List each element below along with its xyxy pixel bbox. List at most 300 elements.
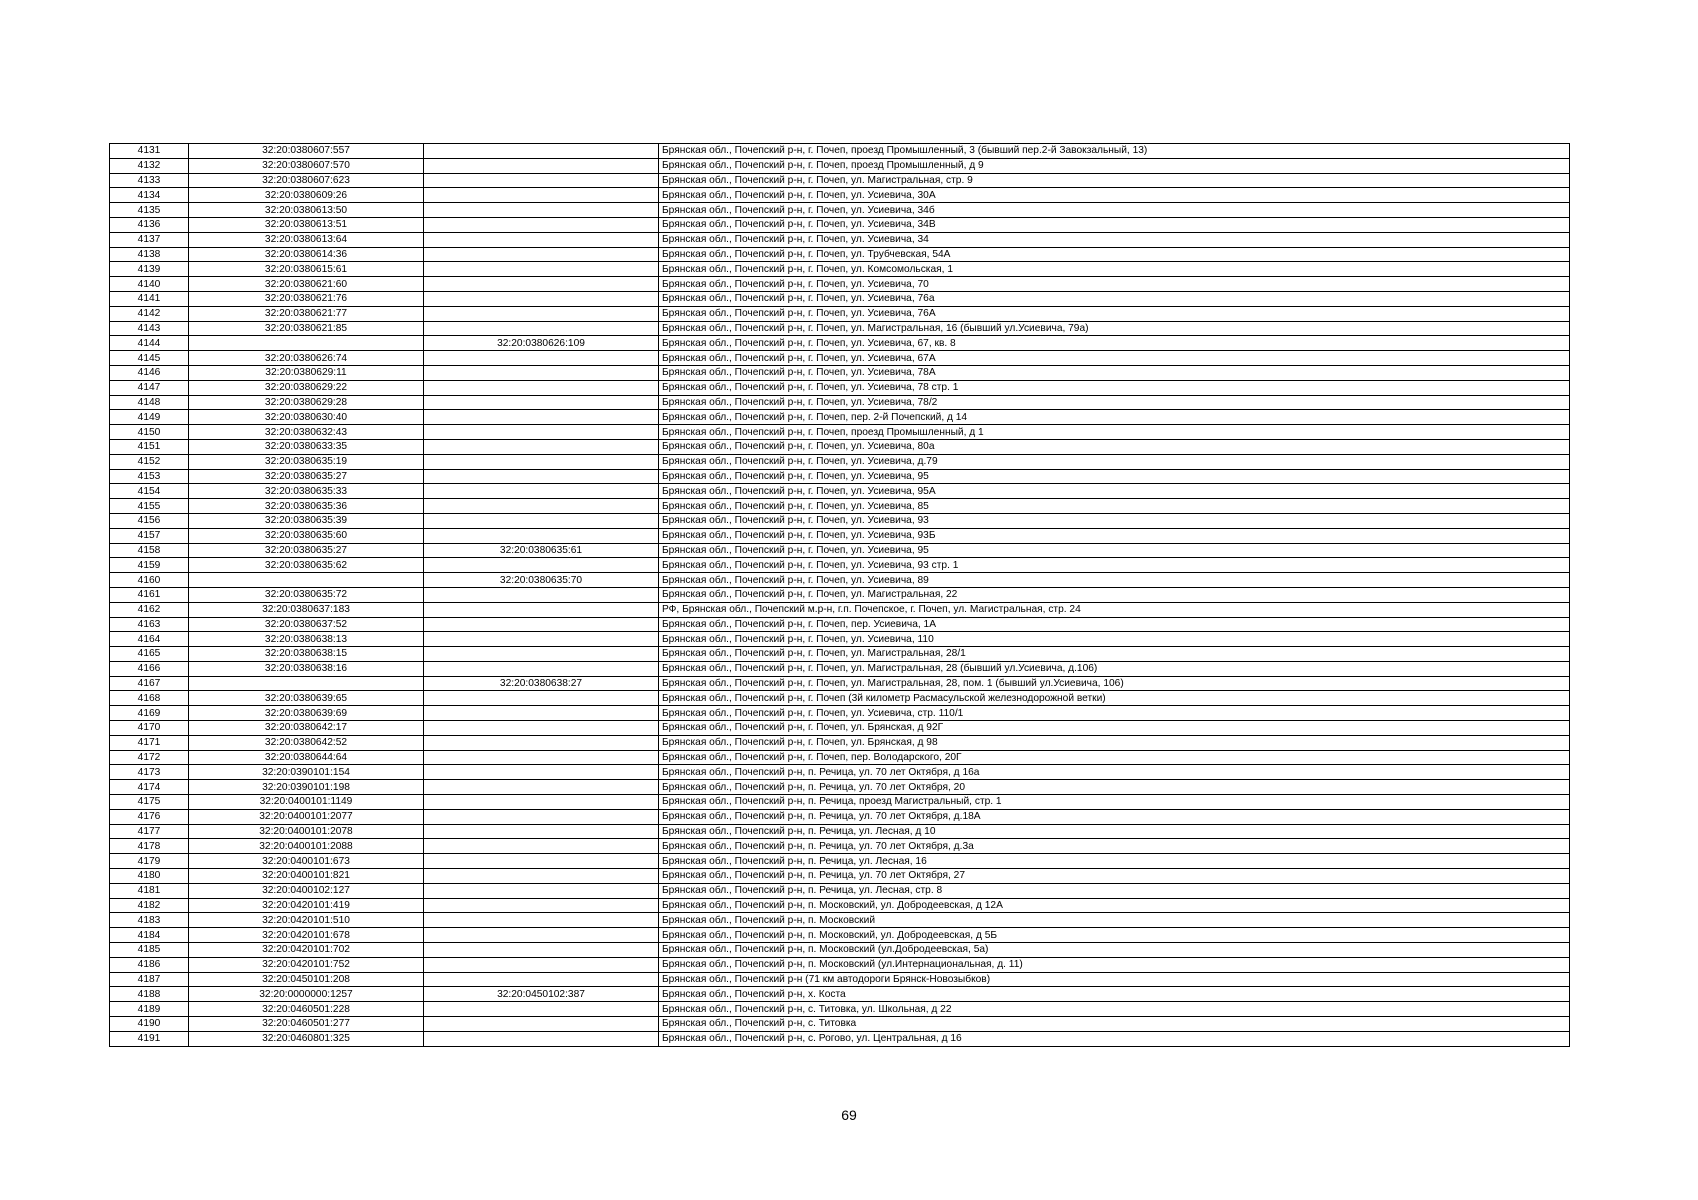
cadastral-number-cell: 32:20:0380639:69 [189,706,424,721]
cadastral-number-cell: 32:20:0380638:16 [189,661,424,676]
related-cadastral-number-cell [424,499,659,514]
related-cadastral-number-cell [424,528,659,543]
cadastral-number-cell: 32:20:0420101:678 [189,928,424,943]
row-number-cell: 4182 [110,898,189,913]
cadastral-number-cell: 32:20:0420101:419 [189,898,424,913]
table-row [110,203,1570,218]
table-row [110,869,1570,884]
cadastral-number-cell: 32:20:0380621:76 [189,291,424,306]
address-cell: Брянская обл., Почепский р-н, г. Почеп (3й километр Расмасульской железнодорожной ветки) [659,691,1570,706]
address-cell: Брянская обл., Почепский р-н, г. Почеп, ул. Усиевича, 95 [659,469,1570,484]
related-cadastral-number-cell [424,765,659,780]
table-row [110,543,1570,558]
row-number-cell: 4148 [110,395,189,410]
row-number-cell: 4143 [110,321,189,336]
cadastral-number-cell: 32:20:0380629:28 [189,395,424,410]
table-row [110,188,1570,203]
cadastral-number-cell: 32:20:0380635:72 [189,587,424,602]
cadastral-number-cell: 32:20:0380621:85 [189,321,424,336]
table-row [110,1002,1570,1017]
related-cadastral-number-cell [424,513,659,528]
related-cadastral-number-cell [424,277,659,292]
row-number-cell: 4181 [110,883,189,898]
related-cadastral-number-cell [424,691,659,706]
related-cadastral-number-cell [424,869,659,884]
table-row [110,706,1570,721]
cadastral-number-cell: 32:20:0380633:35 [189,439,424,454]
address-cell: Брянская обл., Почепский р-н, г. Почеп, ул. Усиевича, 95А [659,484,1570,499]
row-number-cell: 4172 [110,750,189,765]
table-row [110,306,1570,321]
address-cell: Брянская обл., Почепский р-н, г. Почеп, ул. Трубчевская, 54А [659,247,1570,262]
address-cell: Брянская обл., Почепский р-н, г. Почеп, ул. Усиевича, 93 [659,513,1570,528]
cadastral-number-cell: 32:20:0380632:43 [189,425,424,440]
related-cadastral-number-cell [424,321,659,336]
table-row [110,1031,1570,1046]
row-number-cell: 4151 [110,439,189,454]
related-cadastral-number-cell: 32:20:0380638:27 [424,676,659,691]
table-row [110,395,1570,410]
table-row [110,839,1570,854]
related-cadastral-number-cell [424,469,659,484]
table-row [110,721,1570,736]
address-cell: Брянская обл., Почепский р-н, п. Московский [659,913,1570,928]
address-cell: Брянская обл., Почепский р-н, г. Почеп, ул. Усиевича, 85 [659,499,1570,514]
related-cadastral-number-cell [424,587,659,602]
address-cell: Брянская обл., Почепский р-н, г. Почеп, ул. Магистральная, 22 [659,587,1570,602]
cadastral-number-cell: 32:20:0420101:752 [189,957,424,972]
related-cadastral-number-cell [424,1002,659,1017]
cadastral-number-cell [189,336,424,351]
row-number-cell: 4144 [110,336,189,351]
cadastral-number-cell: 32:20:0380635:62 [189,558,424,573]
address-cell: Брянская обл., Почепский р-н, п. Речица, ул. 70 лет Октября, д.18А [659,809,1570,824]
address-cell: Брянская обл., Почепский р-н, г. Почеп, ул. Магистральная, 28, пом. 1 (бывший ул.Усиевича, 106) [659,676,1570,691]
address-cell: Брянская обл., Почепский р-н, п. Речица, ул. Лесная, стр. 8 [659,883,1570,898]
row-number-cell: 4137 [110,232,189,247]
address-cell: Брянская обл., Почепский р-н, х. Коста [659,987,1570,1002]
cadastral-number-cell: 32:20:0380630:40 [189,410,424,425]
row-number-cell: 4164 [110,632,189,647]
table-row [110,380,1570,395]
table-row [110,676,1570,691]
table-row [110,735,1570,750]
cadastral-number-cell [189,676,424,691]
cadastral-number-cell: 32:20:0380626:74 [189,351,424,366]
address-cell: Брянская обл., Почепский р-н, г. Почеп, ул. Усиевича, 34б [659,203,1570,218]
related-cadastral-number-cell [424,395,659,410]
address-cell: Брянская обл., Почепский р-н, г. Почеп, ул. Усиевича, д.79 [659,454,1570,469]
row-number-cell: 4139 [110,262,189,277]
cadastral-number-cell: 32:20:0380635:33 [189,484,424,499]
related-cadastral-number-cell [424,661,659,676]
table-row [110,898,1570,913]
address-cell: Брянская обл., Почепский р-н, г. Почеп, ул. Усиевича, 70 [659,277,1570,292]
address-cell: РФ, Брянская обл., Почепский м.р-н, г.п. Почепское, г. Почеп, ул. Магистральная, стр. 24 [659,602,1570,617]
row-number-cell: 4179 [110,854,189,869]
table-row [110,410,1570,425]
address-cell: Брянская обл., Почепский р-н, п. Московский, ул. Добродеевская, д 12А [659,898,1570,913]
address-cell: Брянская обл., Почепский р-н, г. Почеп, ул. Магистральная, стр. 9 [659,173,1570,188]
address-cell: Брянская обл., Почепский р-н, г. Почеп, ул. Усиевича, 67А [659,351,1570,366]
address-cell: Брянская обл., Почепский р-н, п. Речица, ул. Лесная, 16 [659,854,1570,869]
related-cadastral-number-cell [424,883,659,898]
row-number-cell: 4166 [110,661,189,676]
row-number-cell: 4189 [110,1002,189,1017]
row-number-cell: 4163 [110,617,189,632]
related-cadastral-number-cell [424,291,659,306]
cadastral-number-cell: 32:20:0460501:228 [189,1002,424,1017]
table-row [110,957,1570,972]
related-cadastral-number-cell [424,306,659,321]
related-cadastral-number-cell [424,217,659,232]
row-number-cell: 4178 [110,839,189,854]
related-cadastral-number-cell [424,913,659,928]
related-cadastral-number-cell [424,928,659,943]
cadastral-number-cell: 32:20:0380635:27 [189,543,424,558]
row-number-cell: 4153 [110,469,189,484]
row-number-cell: 4177 [110,824,189,839]
row-number-cell: 4132 [110,158,189,173]
row-number-cell: 4145 [110,351,189,366]
address-cell: Брянская обл., Почепский р-н, г. Почеп, ул. Усиевича, 76а [659,291,1570,306]
related-cadastral-number-cell [424,232,659,247]
row-number-cell: 4190 [110,1017,189,1032]
address-cell: Брянская обл., Почепский р-н, г. Почеп, ул. Магистральная, 16 (бывший ул.Усиевича, 79а) [659,321,1570,336]
cadastral-number-cell: 32:20:0380635:27 [189,469,424,484]
register-table-body [110,144,1570,1047]
table-row [110,587,1570,602]
cadastral-number-cell: 32:20:0380621:60 [189,277,424,292]
cadastral-number-cell: 32:20:0400102:127 [189,883,424,898]
table-row [110,972,1570,987]
row-number-cell: 4174 [110,780,189,795]
row-number-cell: 4135 [110,203,189,218]
address-cell: Брянская обл., Почепский р-н, г. Почеп, ул. Усиевича, 93 стр. 1 [659,558,1570,573]
related-cadastral-number-cell: 32:20:0380635:70 [424,573,659,588]
address-cell: Брянская обл., Почепский р-н, г. Почеп, ул. Усиевича, 34 [659,232,1570,247]
table-row [110,499,1570,514]
cadastral-number-cell: 32:20:0380638:13 [189,632,424,647]
related-cadastral-number-cell [424,144,659,159]
related-cadastral-number-cell [424,943,659,958]
cadastral-number-cell: 32:20:0380615:61 [189,262,424,277]
related-cadastral-number-cell [424,558,659,573]
row-number-cell: 4191 [110,1031,189,1046]
row-number-cell: 4157 [110,528,189,543]
cadastral-number-cell: 32:20:0380629:22 [189,380,424,395]
address-cell: Брянская обл., Почепский р-н, г. Почеп, ул. Усиевича, 78/2 [659,395,1570,410]
cadastral-number-cell: 32:20:0400101:1149 [189,795,424,810]
related-cadastral-number-cell: 32:20:0380626:109 [424,336,659,351]
address-cell: Брянская обл., Почепский р-н, г. Почеп, ул. Усиевича, 34В [659,217,1570,232]
row-number-cell: 4185 [110,943,189,958]
row-number-cell: 4167 [110,676,189,691]
address-cell: Брянская обл., Почепский р-н, г. Почеп, пер. 2-й Почепский, д 14 [659,410,1570,425]
related-cadastral-number-cell [424,188,659,203]
table-row [110,291,1570,306]
cadastral-number-cell: 32:20:0380637:183 [189,602,424,617]
table-row [110,336,1570,351]
cadastral-number-cell: 32:20:0400101:673 [189,854,424,869]
table-row [110,617,1570,632]
row-number-cell: 4146 [110,365,189,380]
row-number-cell: 4162 [110,602,189,617]
table-row [110,661,1570,676]
table-row [110,144,1570,159]
address-cell: Брянская обл., Почепский р-н, п. Речица, ул. 70 лет Октября, д.3а [659,839,1570,854]
cadastral-number-cell: 32:20:0380639:65 [189,691,424,706]
row-number-cell: 4133 [110,173,189,188]
address-cell: Брянская обл., Почепский р-н, г. Почеп, ул. Усиевича, стр. 110/1 [659,706,1570,721]
address-cell: Брянская обл., Почепский р-н, п. Речица, проезд Магистральный, стр. 1 [659,795,1570,810]
related-cadastral-number-cell [424,795,659,810]
cadastral-number-cell: 32:20:0380609:26 [189,188,424,203]
row-number-cell: 4161 [110,587,189,602]
related-cadastral-number-cell [424,454,659,469]
table-row [110,765,1570,780]
row-number-cell: 4159 [110,558,189,573]
row-number-cell: 4184 [110,928,189,943]
row-number-cell: 4176 [110,809,189,824]
cadastral-number-cell: 32:20:0450101:208 [189,972,424,987]
related-cadastral-number-cell [424,706,659,721]
table-row [110,484,1570,499]
row-number-cell: 4140 [110,277,189,292]
address-cell: Брянская обл., Почепский р-н, г. Почеп, ул. Усиевича, 110 [659,632,1570,647]
row-number-cell: 4188 [110,987,189,1002]
row-number-cell: 4171 [110,735,189,750]
table-row [110,158,1570,173]
table-row [110,691,1570,706]
cadastral-number-cell: 32:20:0380642:52 [189,735,424,750]
table-row [110,217,1570,232]
cadastral-number-cell: 32:20:0380644:64 [189,750,424,765]
address-cell: Брянская обл., Почепский р-н, с. Титовка [659,1017,1570,1032]
table-row [110,262,1570,277]
address-cell: Брянская обл., Почепский р-н, г. Почеп, ул. Магистральная, 28 (бывший ул.Усиевича, д.106) [659,661,1570,676]
address-cell: Брянская обл., Почепский р-н, г. Почеп, ул. Усиевича, 80а [659,439,1570,454]
table-row [110,365,1570,380]
table-row [110,795,1570,810]
cadastral-number-cell: 32:20:0380613:51 [189,217,424,232]
table-row [110,602,1570,617]
table-row [110,321,1570,336]
address-cell: Брянская обл., Почепский р-н, г. Почеп, ул. Усиевича, 93Б [659,528,1570,543]
row-number-cell: 4155 [110,499,189,514]
table-row [110,247,1570,262]
row-number-cell: 4170 [110,721,189,736]
address-cell: Брянская обл., Почепский р-н, г. Почеп, ул. Усиевича, 78А [659,365,1570,380]
related-cadastral-number-cell [424,898,659,913]
table-row [110,573,1570,588]
table-row [110,943,1570,958]
cadastral-number-cell: 32:20:0380607:557 [189,144,424,159]
related-cadastral-number-cell [424,617,659,632]
table-row [110,232,1570,247]
table-row [110,750,1570,765]
cadastral-number-cell: 32:20:0380607:623 [189,173,424,188]
row-number-cell: 4187 [110,972,189,987]
table-row [110,425,1570,440]
cadastral-number-cell: 32:20:0400101:2088 [189,839,424,854]
row-number-cell: 4173 [110,765,189,780]
cadastral-number-cell: 32:20:0420101:510 [189,913,424,928]
address-cell: Брянская обл., Почепский р-н, г. Почеп, ул. Усиевича, 89 [659,573,1570,588]
related-cadastral-number-cell: 32:20:0380635:61 [424,543,659,558]
cadastral-number-cell: 32:20:0380642:17 [189,721,424,736]
related-cadastral-number-cell [424,203,659,218]
related-cadastral-number-cell [424,410,659,425]
address-cell: Брянская обл., Почепский р-н, г. Почеп, ул. Комсомольская, 1 [659,262,1570,277]
related-cadastral-number-cell [424,425,659,440]
table-row [110,928,1570,943]
page-number: 69 [841,1107,857,1123]
cadastral-number-cell: 32:20:0460501:277 [189,1017,424,1032]
related-cadastral-number-cell [424,809,659,824]
related-cadastral-number-cell [424,1017,659,1032]
address-cell: Брянская обл., Почепский р-н, г. Почеп, пер. Володарского, 20Г [659,750,1570,765]
related-cadastral-number-cell [424,632,659,647]
table-row [110,824,1570,839]
row-number-cell: 4169 [110,706,189,721]
table-row [110,528,1570,543]
cadastral-number-cell: 32:20:0460801:325 [189,1031,424,1046]
related-cadastral-number-cell [424,351,659,366]
cadastral-number-cell: 32:20:0390101:154 [189,765,424,780]
row-number-cell: 4149 [110,410,189,425]
address-cell: Брянская обл., Почепский р-н, г. Почеп, ул. Брянская, д 92Г [659,721,1570,736]
related-cadastral-number-cell [424,1031,659,1046]
cadastral-number-cell: 32:20:0380614:36 [189,247,424,262]
table-row [110,809,1570,824]
row-number-cell: 4131 [110,144,189,159]
row-number-cell: 4183 [110,913,189,928]
table-row [110,632,1570,647]
row-number-cell: 4165 [110,647,189,662]
table-row [110,173,1570,188]
address-cell: Брянская обл., Почепский р-н, г. Почеп, ул. Усиевича, 67, кв. 8 [659,336,1570,351]
row-number-cell: 4175 [110,795,189,810]
address-cell: Брянская обл., Почепский р-н, г. Почеп, ул. Усиевича, 76А [659,306,1570,321]
table-row [110,780,1570,795]
row-number-cell: 4138 [110,247,189,262]
cadastral-number-cell: 32:20:0380635:36 [189,499,424,514]
cadastral-number-cell: 32:20:0380638:15 [189,647,424,662]
related-cadastral-number-cell [424,972,659,987]
row-number-cell: 4160 [110,573,189,588]
cadastral-number-cell: 32:20:0380629:11 [189,365,424,380]
cadastral-number-cell: 32:20:0380635:19 [189,454,424,469]
related-cadastral-number-cell [424,780,659,795]
table-row [110,351,1570,366]
related-cadastral-number-cell [424,173,659,188]
table-row [110,1017,1570,1032]
address-cell: Брянская обл., Почепский р-н, п. Речица, ул. 70 лет Октября, д 16а [659,765,1570,780]
address-cell: Брянская обл., Почепский р-н, г. Почеп, проезд Промышленный, 3 (бывший пер.2-й Завокзальный, 13) [659,144,1570,159]
cadastral-number-cell: 32:20:0380621:77 [189,306,424,321]
row-number-cell: 4136 [110,217,189,232]
row-number-cell: 4142 [110,306,189,321]
address-cell: Брянская обл., Почепский р-н, г. Почеп, ул. Усиевича, 78 стр. 1 [659,380,1570,395]
table-row [110,647,1570,662]
cadastral-number-cell: 32:20:0380635:39 [189,513,424,528]
related-cadastral-number-cell [424,957,659,972]
address-cell: Брянская обл., Почепский р-н (71 км автодороги Брянск-Новозыбков) [659,972,1570,987]
row-number-cell: 4150 [110,425,189,440]
address-cell: Брянская обл., Почепский р-н, п. Московский (ул.Добродеевская, 5а) [659,943,1570,958]
row-number-cell: 4156 [110,513,189,528]
related-cadastral-number-cell [424,439,659,454]
cadastral-number-cell: 32:20:0400101:821 [189,869,424,884]
cadastral-number-cell [189,573,424,588]
address-cell: Брянская обл., Почепский р-н, г. Почеп, проезд Промышленный, д 1 [659,425,1570,440]
address-cell: Брянская обл., Почепский р-н, г. Почеп, ул. Брянская, д 98 [659,735,1570,750]
row-number-cell: 4147 [110,380,189,395]
address-cell: Брянская обл., Почепский р-н, п. Московский (ул.Интернациональная, д. 11) [659,957,1570,972]
related-cadastral-number-cell [424,602,659,617]
related-cadastral-number-cell [424,158,659,173]
related-cadastral-number-cell [424,735,659,750]
cadastral-number-cell: 32:20:0420101:702 [189,943,424,958]
row-number-cell: 4186 [110,957,189,972]
address-cell: Брянская обл., Почепский р-н, г. Почеп, ул. Усиевича, 95 [659,543,1570,558]
related-cadastral-number-cell [424,721,659,736]
address-cell: Брянская обл., Почепский р-н, г. Почеп, проезд Промышленный, д 9 [659,158,1570,173]
register-table-container [109,143,1570,1047]
table-row [110,454,1570,469]
related-cadastral-number-cell [424,365,659,380]
cadastral-number-cell: 32:20:0400101:2077 [189,809,424,824]
cadastral-number-cell: 32:20:0380635:60 [189,528,424,543]
related-cadastral-number-cell [424,647,659,662]
related-cadastral-number-cell [424,839,659,854]
related-cadastral-number-cell [424,247,659,262]
address-cell: Брянская обл., Почепский р-н, г. Почеп, пер. Усиевича, 1А [659,617,1570,632]
address-cell: Брянская обл., Почепский р-н, п. Московский, ул. Добродеевская, д 5Б [659,928,1570,943]
related-cadastral-number-cell [424,484,659,499]
cadastral-number-cell: 32:20:0000000:1257 [189,987,424,1002]
register-table [109,143,1570,1047]
cadastral-number-cell: 32:20:0380613:50 [189,203,424,218]
address-cell: Брянская обл., Почепский р-н, п. Речица, ул. Лесная, д 10 [659,824,1570,839]
address-cell: Брянская обл., Почепский р-н, г. Почеп, ул. Магистральная, 28/1 [659,647,1570,662]
row-number-cell: 4158 [110,543,189,558]
row-number-cell: 4168 [110,691,189,706]
related-cadastral-number-cell: 32:20:0450102:387 [424,987,659,1002]
row-number-cell: 4141 [110,291,189,306]
row-number-cell: 4134 [110,188,189,203]
address-cell: Брянская обл., Почепский р-н, п. Речица, ул. 70 лет Октября, 27 [659,869,1570,884]
cadastral-number-cell: 32:20:0390101:198 [189,780,424,795]
table-row [110,913,1570,928]
address-cell: Брянская обл., Почепский р-н, с. Титовка, ул. Школьная, д 22 [659,1002,1570,1017]
cadastral-number-cell: 32:20:0380637:52 [189,617,424,632]
cadastral-number-cell: 32:20:0380607:570 [189,158,424,173]
related-cadastral-number-cell [424,750,659,765]
address-cell: Брянская обл., Почепский р-н, с. Рогово, ул. Центральная, д 16 [659,1031,1570,1046]
cadastral-number-cell: 32:20:0380613:64 [189,232,424,247]
table-row [110,439,1570,454]
related-cadastral-number-cell [424,262,659,277]
table-row [110,883,1570,898]
row-number-cell: 4180 [110,869,189,884]
table-row [110,277,1570,292]
address-cell: Брянская обл., Почепский р-н, г. Почеп, ул. Усиевича, 30А [659,188,1570,203]
cadastral-number-cell: 32:20:0400101:2078 [189,824,424,839]
table-row [110,469,1570,484]
address-cell: Брянская обл., Почепский р-н, п. Речица, ул. 70 лет Октября, 20 [659,780,1570,795]
